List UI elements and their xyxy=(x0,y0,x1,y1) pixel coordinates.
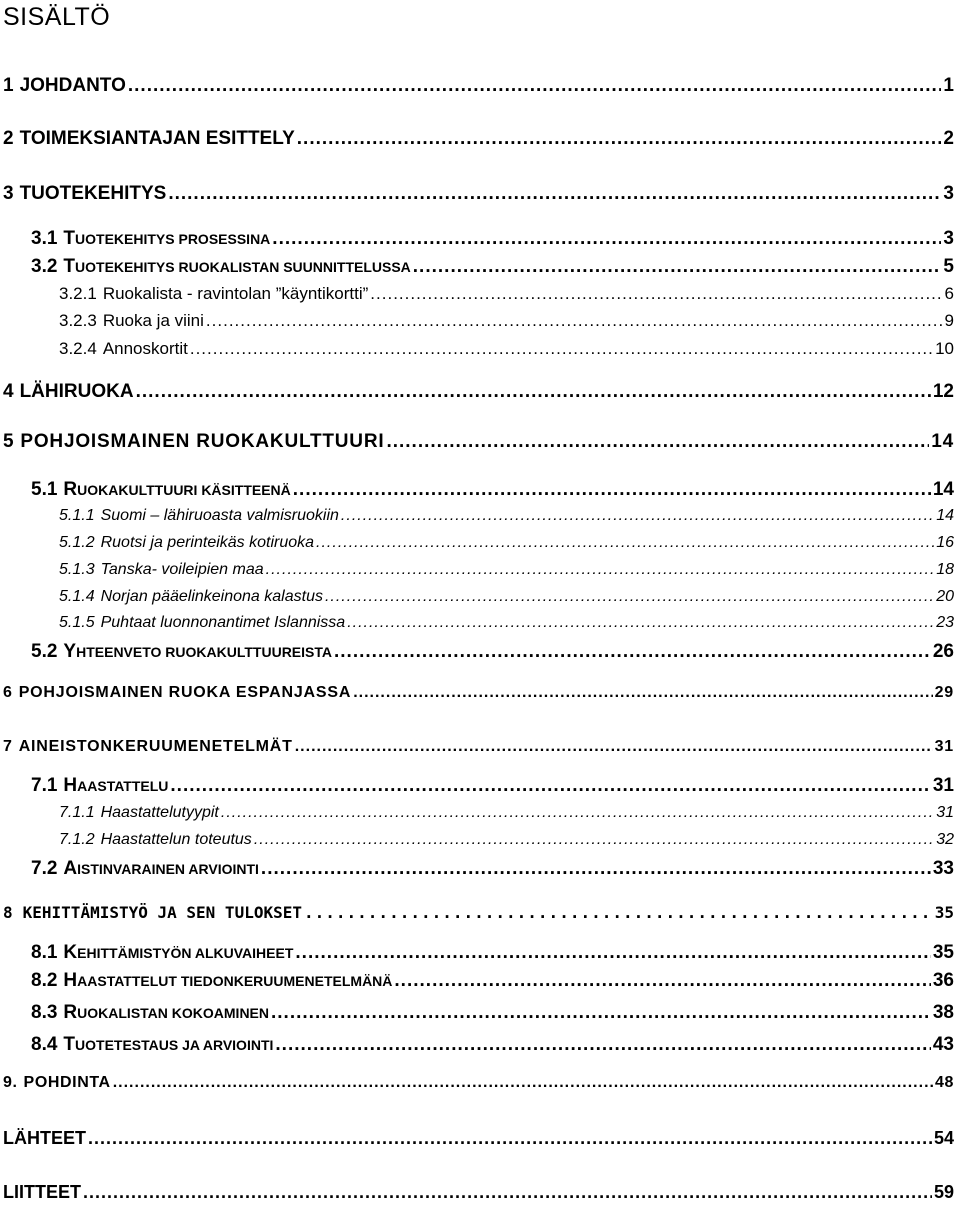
toc-entry-number: 3.2 xyxy=(31,256,58,277)
toc-entry-number: 8.3 xyxy=(31,1002,58,1023)
toc-entry-label: Annoskortit xyxy=(102,339,188,358)
toc-entry-number: 5.2 xyxy=(31,641,58,662)
toc-entry-ruoka-ja-viini[interactable] xyxy=(59,311,954,331)
toc-entry-page: 43 xyxy=(932,1034,954,1055)
toc-entry-yhteenveto-ruokakulttuureista[interactable] xyxy=(31,641,954,663)
toc-entry-pohjoismainen-ruokakulttuuri[interactable] xyxy=(3,431,954,453)
toc-entry-label: UOKALISTAN KOKOAMINEN xyxy=(77,1005,269,1021)
toc-entry-islanti[interactable] xyxy=(59,614,954,632)
toc-entry-page: 26 xyxy=(932,641,954,662)
toc-entry-page: 29 xyxy=(934,684,954,701)
toc-entry-number: 2 xyxy=(3,128,14,149)
toc-entry-label: ISTINVARAINEN ARVIOINTI xyxy=(77,861,259,877)
leader-dots xyxy=(254,831,934,849)
leader-dots xyxy=(295,738,933,756)
toc-entry-page: 35 xyxy=(934,903,954,922)
leader-dots xyxy=(370,284,942,304)
toc-entry-label: UOTEKEHITYS PROSESSINA xyxy=(75,231,271,247)
toc-entry-tanska[interactable] xyxy=(59,561,954,579)
toc-entry-page: 12 xyxy=(932,381,954,402)
toc-entry-lahiruoka[interactable] xyxy=(3,381,954,403)
toc-entry-label: TOIMEKSIANTAJAN ESITTELY xyxy=(19,128,295,149)
leader-dots xyxy=(347,614,934,632)
toc-entry-haastattelu[interactable] xyxy=(31,775,954,797)
toc-entry-ruokakulttuuri-kasitteena[interactable] xyxy=(31,479,954,501)
toc-entry-number: 7.1 xyxy=(31,775,58,796)
toc-entry-number: 5.1.2 xyxy=(59,534,95,551)
toc-entry-page: 5 xyxy=(943,256,954,277)
toc-entry-pohdinta[interactable] xyxy=(3,1074,954,1092)
toc-entry-number: 5.1.4 xyxy=(59,588,95,605)
toc-entry-number: 7.1.1 xyxy=(59,804,95,821)
toc-entry-page: 3 xyxy=(943,183,954,204)
leader-dots xyxy=(275,1034,930,1056)
toc-entry-number: 4 xyxy=(3,381,14,402)
toc-entry-label: LÄHTEET xyxy=(3,1128,86,1148)
toc-entry-number: 8.4 xyxy=(31,1034,58,1055)
toc-entry-page: 10 xyxy=(935,339,954,358)
toc-entry-number: 5.1.3 xyxy=(59,561,95,578)
toc-entry-tuotekehitys-ruokalistan-suunnittelussa[interactable] xyxy=(31,256,954,278)
toc-entry-lahteet[interactable] xyxy=(3,1128,954,1149)
toc-entry-label: EHITTÄMISTYÖN ALKUVAIHEET xyxy=(77,945,294,961)
toc-entry-label: Suomi – lähiruoasta valmisruokiin xyxy=(100,507,339,524)
toc-entry-page: 1 xyxy=(943,75,954,96)
toc-entry-page: 6 xyxy=(944,284,954,303)
toc-entry-page: 20 xyxy=(936,588,954,605)
toc-entry-pohjoismainen-ruoka-espanjassa[interactable] xyxy=(3,684,954,702)
toc-entry-label: HTEENVETO RUOKAKULTTUUREISTA xyxy=(76,644,332,660)
toc-entry-number: 8.1 xyxy=(31,942,58,963)
toc-entry-ruokalistan-kokoaminen[interactable] xyxy=(31,1002,954,1024)
toc-entry-number: 3 xyxy=(3,183,14,204)
toc-entry-label: POHJOISMAINEN RUOKA ESPANJASSA xyxy=(18,684,352,701)
leader-dots xyxy=(206,311,943,331)
toc-entry-label: Ruoka ja viini xyxy=(102,311,204,330)
leader-dots xyxy=(261,858,931,880)
toc-entry-page: 14 xyxy=(931,431,954,452)
toc-entry-page: 54 xyxy=(933,1128,954,1148)
toc-entry-aineistonkeruumenetelmat[interactable] xyxy=(3,738,954,756)
leader-dots xyxy=(266,561,935,579)
toc-entry-cap: H xyxy=(63,970,78,991)
toc-entry-label: UOKAKULTTUURI KÄSITTEENÄ xyxy=(77,482,291,498)
leader-dots xyxy=(272,228,941,250)
toc-entry-label: POHDINTA xyxy=(23,1074,111,1091)
toc-entry-label: Norjan pääelinkeinona kalastus xyxy=(100,588,323,605)
toc-entry-page: 18 xyxy=(936,561,954,578)
toc-entry-label: LIITTEET xyxy=(3,1182,81,1202)
toc-entry-number: 8 xyxy=(3,903,13,922)
toc-entry-number: 3.2.3 xyxy=(59,311,97,330)
toc-entry-suomi[interactable] xyxy=(59,507,954,525)
toc-entry-page: 14 xyxy=(932,479,954,500)
toc-entry-cap: R xyxy=(63,1002,78,1023)
toc-entry-norja[interactable] xyxy=(59,588,954,606)
leader-dots xyxy=(325,588,934,606)
toc-entry-ruotsi[interactable] xyxy=(59,534,954,552)
leader-dots xyxy=(386,431,929,453)
toc-entry-ruokalista-ravintolan-kayntikortti[interactable] xyxy=(59,284,954,304)
leader-dots xyxy=(88,1128,932,1149)
toc-entry-kehittamistyo-ja-sen-tulokset[interactable] xyxy=(3,903,954,922)
toc-entry-cap: T xyxy=(63,256,76,277)
leader-dots xyxy=(334,641,931,663)
toc-entry-page: 31 xyxy=(934,738,954,755)
toc-entry-label: Tanska- voileipien maa xyxy=(100,561,264,578)
toc-entry-cap: K xyxy=(63,942,78,963)
toc-entry-label: LÄHIRUOKA xyxy=(19,381,134,402)
toc-entry-annoskortit[interactable] xyxy=(59,339,954,359)
toc-entry-page: 23 xyxy=(936,614,954,631)
toc-entry-label: Ruotsi ja perinteikäs kotiruoka xyxy=(100,534,315,551)
toc-entry-page: 2 xyxy=(943,128,954,149)
toc-entry-label: AINEISTONKERUUMENETELMÄT xyxy=(18,738,293,755)
toc-entry-cap: T xyxy=(63,228,76,249)
toc-entry-label: JOHDANTO xyxy=(19,75,126,96)
toc-entry-number: 7.1.2 xyxy=(59,831,95,848)
leader-dots xyxy=(83,1182,932,1203)
leader-dots xyxy=(293,479,931,501)
toc-entry-kehittamistyon-alkuvaiheet[interactable] xyxy=(31,942,954,964)
leader-dots xyxy=(136,381,931,403)
toc-entry-aistinvarainen-arviointi[interactable] xyxy=(31,858,954,880)
toc-entry-number: 8.2 xyxy=(31,970,58,991)
toc-entry-label: UOTETESTAUS JA ARVIOINTI xyxy=(75,1037,274,1053)
toc-entry-page: 9 xyxy=(944,311,954,330)
toc-entry-johdanto[interactable] xyxy=(3,75,954,97)
toc-entry-number: 7 xyxy=(3,738,13,755)
toc-entry-toimeksiantajan-esittely[interactable] xyxy=(3,128,954,150)
leader-dots xyxy=(168,183,941,205)
leader-dots xyxy=(128,75,942,97)
toc-entry-label: AASTATTELU xyxy=(77,778,169,794)
leader-dots xyxy=(221,804,934,822)
toc-entry-label: UOTEKEHITYS RUOKALISTAN SUUNNITTELUSSA xyxy=(75,259,411,275)
toc-entry-page: 32 xyxy=(936,831,954,848)
toc-entry-cap: A xyxy=(63,858,78,879)
toc-entry-cap: R xyxy=(63,479,78,500)
toc-entry-label: Ruokalista - ravintolan ”käyntikortti” xyxy=(102,284,369,303)
toc-entry-number: 3.2.1 xyxy=(59,284,97,303)
toc-entry-number: 7.2 xyxy=(31,858,58,879)
toc-entry-tuotekehitys[interactable] xyxy=(3,183,954,205)
leader-dots xyxy=(413,256,942,278)
leader-dots xyxy=(113,1074,933,1092)
toc-entry-haastattelun-toteutus[interactable] xyxy=(59,831,954,849)
toc-entry-number: 3.1 xyxy=(31,228,58,249)
toc-entry-number: 5.1.5 xyxy=(59,614,95,631)
toc-entry-number: 5 xyxy=(3,431,15,452)
toc-entry-label: TUOTEKEHITYS xyxy=(19,183,167,204)
leader-dots xyxy=(341,507,934,525)
toc-entry-haastattelutyypit[interactable] xyxy=(59,804,954,822)
toc-entry-tuotekehitys-prosessina[interactable] xyxy=(31,228,954,250)
leader-dots xyxy=(316,534,934,552)
toc-entry-page: 59 xyxy=(933,1182,954,1202)
toc-entry-number: 1 xyxy=(3,75,14,96)
toc-entry-label: Haastattelutyypit xyxy=(100,804,219,821)
toc-entry-label: POHJOISMAINEN RUOKAKULTTUURI xyxy=(20,431,385,452)
toc-entry-number: 5.1.1 xyxy=(59,507,95,524)
leader-dots xyxy=(297,128,942,150)
toc-entry-cap: H xyxy=(63,775,78,796)
toc-entry-label: Puhtaat luonnonantimet Islannissa xyxy=(100,614,346,631)
toc-entry-page: 14 xyxy=(936,507,954,524)
leader-dots xyxy=(190,339,933,359)
leader-dots xyxy=(304,903,933,922)
leader-dots xyxy=(353,684,932,702)
leader-dots xyxy=(295,942,930,964)
toc-entry-page: 38 xyxy=(932,1002,954,1023)
toc-entry-number: 5.1 xyxy=(31,479,58,500)
toc-entry-number: 6 xyxy=(3,684,13,701)
toc-entry-liitteet[interactable] xyxy=(3,1182,954,1203)
toc-entry-label: KEHITTÄMISTYÖ JA SEN TULOKSET xyxy=(22,903,302,922)
toc-entry-number: 9. xyxy=(3,1074,18,1091)
leader-dots xyxy=(271,1002,931,1024)
toc-entry-page: 33 xyxy=(932,858,954,879)
toc-entry-page: 35 xyxy=(932,942,954,963)
toc-entry-cap: T xyxy=(63,1034,76,1055)
toc-entry-haastattelut-tiedonkeruumenetelmana[interactable] xyxy=(31,970,954,992)
toc-entry-page: 31 xyxy=(936,804,954,821)
toc-entry-label: AASTATTELUT TIEDONKERUUMENETELMÄNÄ xyxy=(77,973,393,989)
toc-entry-tuotetestaus-ja-arviointi[interactable] xyxy=(31,1034,954,1056)
toc-entry-page: 36 xyxy=(932,970,954,991)
toc-entry-page: 31 xyxy=(932,775,954,796)
toc-entry-number: 3.2.4 xyxy=(59,339,97,358)
toc-entry-page: 16 xyxy=(936,534,954,551)
toc-entry-page: 3 xyxy=(943,228,954,249)
leader-dots xyxy=(170,775,930,797)
toc-entry-cap: Y xyxy=(63,641,77,662)
toc-entry-label: Haastattelun toteutus xyxy=(100,831,252,848)
leader-dots xyxy=(394,970,930,992)
page-title: SISÄLTÖ xyxy=(3,3,111,31)
toc-entry-page: 48 xyxy=(935,1074,954,1091)
